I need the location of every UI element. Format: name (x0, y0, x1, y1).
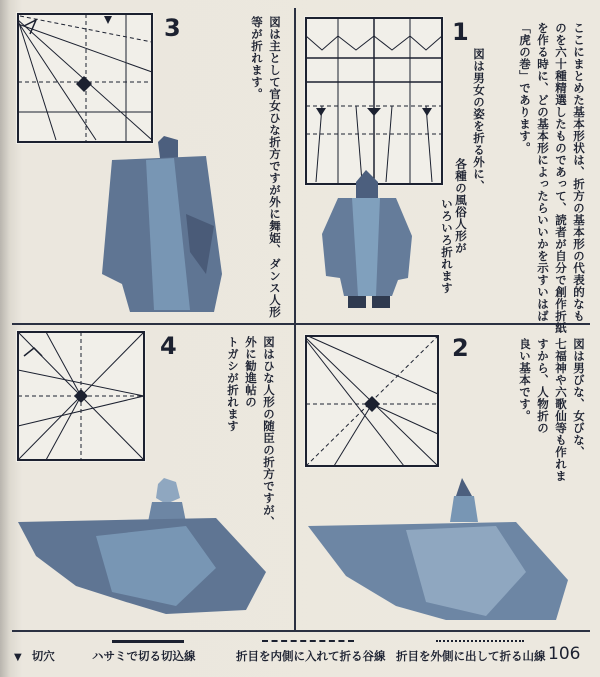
panel-4-caption-line-1: 図はひな人形の随臣の折方ですが、 (262, 336, 276, 528)
panel-3-number: 3 (164, 14, 181, 42)
panel-2-caption-line-4: 良い基本です。 (518, 338, 532, 422)
figure-photo-2 (306, 476, 572, 622)
figure-photo-3 (90, 134, 230, 314)
page-number: 106 (548, 644, 581, 664)
panel-2-number: 2 (452, 334, 469, 362)
panel-4-caption-line-3: トガシが折れます (226, 336, 240, 432)
panel-4-caption-line-2: 外に勧進帖の (244, 336, 258, 408)
figure-photo-1 (318, 168, 418, 318)
horizontal-divider (12, 323, 590, 325)
panel-1-caption-line-3: いろいろ折れます (440, 198, 454, 294)
bottom-divider (12, 630, 590, 632)
panel-1-caption-line-1: 図は男女の姿を折る外に、 (472, 48, 486, 192)
legend-cut-hole (14, 648, 55, 664)
vertical-divider (294, 8, 296, 630)
panel-4-number: 4 (160, 332, 177, 360)
panel-2-caption-line-3: すから、人物折の (536, 338, 550, 434)
legend-scissor-cut-label: ハサミで切る切込線 (92, 649, 196, 663)
valley-fold-line-sample (262, 640, 354, 642)
scissor-cut-line-sample (112, 640, 184, 643)
legend-mountain-fold-label: 折目を外側に出して折る山線 (396, 649, 546, 663)
intro-line-4: 「虎の巻」であります。 (518, 22, 532, 154)
intro-line-3: を作る時に、どの基本形によったらいいかを示すいはば (536, 22, 550, 322)
intro-line-1: ここにまとめた基本形状は、折方の基本形の代表的なも (572, 22, 586, 322)
mountain-fold-line-sample (436, 640, 524, 642)
crease-diagram-1 (304, 16, 444, 186)
panel-3-caption-line-1: 図は主として官女ひな折方ですが外に舞姫、 (268, 16, 282, 256)
crease-diagram-2 (304, 334, 440, 468)
crease-diagram-3 (16, 12, 154, 144)
panel-3-caption-line-2: ダンス人形 (268, 258, 282, 318)
panel-1-caption-line-2: 各種の風俗人形が (454, 158, 468, 254)
panel-3-caption-line-3: 等が折れます。 (250, 16, 264, 100)
crease-diagram-4 (16, 330, 146, 462)
panel-2-caption-line-2: 七福神や六歌仙等も作れま (554, 338, 568, 482)
legend-cut-hole-label: 切穴 (31, 649, 55, 663)
figure-photo-4 (16, 476, 268, 616)
legend-valley-fold-label: 折目を内側に入れて折る谷線 (236, 649, 386, 663)
intro-line-2: のを六十種精選したものであって、読者が自分で創作折紙 (554, 22, 568, 334)
panel-1-number: 1 (452, 18, 469, 46)
triangle-down-icon: ▼ (14, 652, 22, 663)
panel-2-caption-line-1: 図は男びな、女びな、 (572, 338, 586, 458)
